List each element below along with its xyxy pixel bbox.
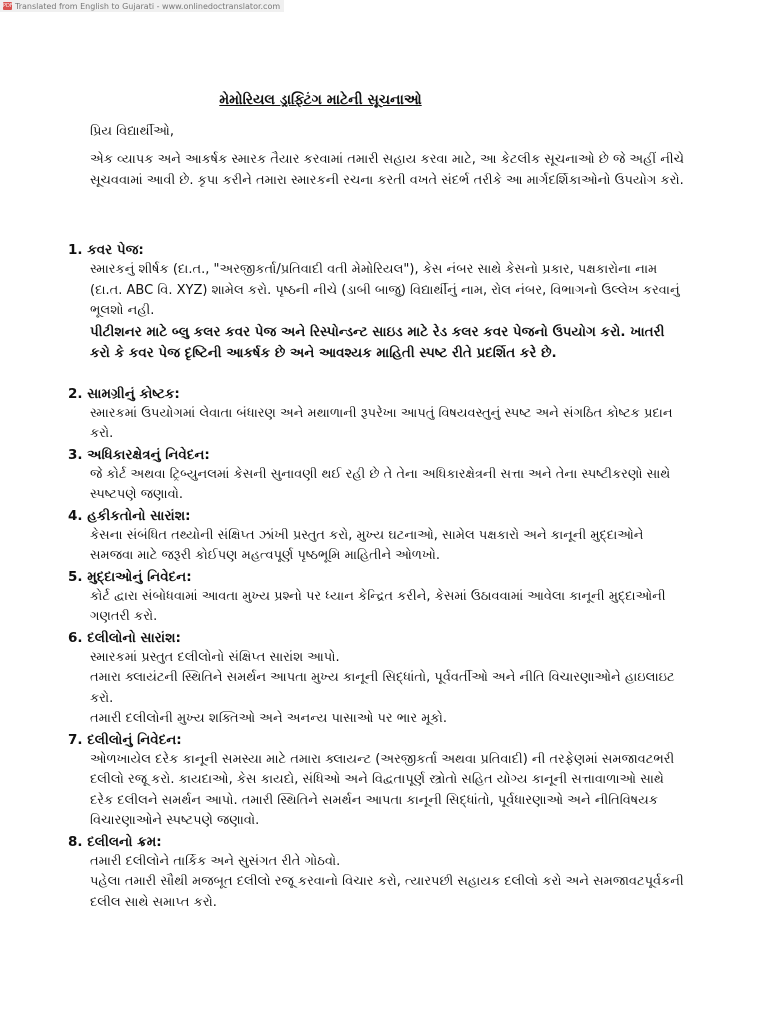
section-text: જે કોર્ટ અથવા ટ્રિબ્યુનલમાં કેસની સુનાવણી થઈ રહી છે તે તેના અધિકારક્ષેત્રની સત્તા અને તેના સ્પષ્ટીકરણો સાથે સ્પષ્ટપણે જણાવો. bbox=[90, 466, 671, 502]
section-heading: 8. દલીલનો ક્રમ: bbox=[68, 833, 162, 850]
section-text-bold: પીટીશનર માટે બ્લુ કલર કવર પેજ અને રિસ્પોન્ડન્ટ સાઇડ માટે રેડ કલર કવર પેજનો ઉપયોગ કરો. ખાતરી કરો કે કવર પેજ દૃષ્ટિની આકર્ષક છે અને આવશ્યક માહિતી સ્પષ્ટ રીતે પ્રદર્શિત કરે છે. bbox=[90, 323, 665, 361]
section-issues bbox=[68, 567, 688, 628]
document-title: મેમોરિયલ ડ્રાફ્ટિંગ માટેની સૂચનાઓ bbox=[219, 92, 422, 108]
section-text: સ્મારકમાં પ્રસ્તુત દલીલોનો સંક્ષિપ્ત સારાંશ આપો. bbox=[90, 649, 340, 665]
section-summary-of-arguments bbox=[68, 628, 688, 730]
translator-banner-text: Translated from English to Gujarati - www.onlinedoctranslator.com bbox=[15, 1, 281, 11]
section-text: સ્મારકમાં ઉપયોગમાં લેવાતા બંધારણ અને મથાળાની રૂપરેખા આપતું વિષયવસ્તુનું સ્પષ્ટ અને સંગઠિત કોષ્ટક પ્રદાન કરો. bbox=[90, 405, 673, 441]
translator-banner[interactable] bbox=[0, 0, 284, 12]
section-cover-page bbox=[68, 240, 688, 364]
section-heading: 2. સામગ્રીનું કોષ્ટક: bbox=[68, 385, 180, 402]
section-text: પહેલા તમારી સૌથી મજબૂત દલીલો રજૂ કરવાનો વિચાર કરો, ત્યારપછી સહાયક દલીલો કરો અને સમજાવટપૂર્વકની દલીલ સાથે સમાપ્ત કરો. bbox=[90, 874, 684, 910]
section-table-of-contents bbox=[68, 384, 688, 445]
pdf-translator-icon: PDF bbox=[3, 3, 13, 9]
section-text: સ્મારકનું શીર્ષક (દા.ત., "અરજીકર્તા/પ્રતિવાદી વતી મેમોરિયલ"), કેસ નંબર સાથે કેસનો પ્રકાર, પક્ષકારોના નામ (દા.ત. ABC વિ. XYZ) શામેલ કરો. પૃષ્ઠની નીચે (ડાબી બાજુ) વિદ્યાર્થીનું નામ, રોલ નંબર, વિભાગનો ઉલ્લેખ કરવાનું ભૂલશો નહી. bbox=[90, 262, 680, 318]
instructions-list bbox=[68, 240, 688, 913]
section-heading: 6. દલીલોનો સારાંશ: bbox=[68, 629, 181, 646]
section-text: તમારી દલીલોને તાર્કિક અને સુસંગત રીતે ગોઠવો. bbox=[90, 853, 341, 869]
section-heading: 1. કવર પેજ: bbox=[68, 242, 144, 258]
section-heading: 5. મુદ્દાઓનું નિવેદન: bbox=[68, 568, 192, 585]
section-text: તમારી દલીલોની મુખ્ય શક્તિઓ અને અનન્ય પાસાઓ પર ભાર મૂકો. bbox=[90, 711, 447, 726]
section-text: કેસના સંબંધિત તથ્યોની સંક્ષિપ્ત ઝાંખી પ્રસ્તુત કરો, મુખ્ય ઘટનાઓ, સામેલ પક્ષકારો અને કાનૂની મુદ્દાઓને સમજવા માટે જરૂરી કોઈપણ મહત્વપૂર્ણ પૃષ્ઠભૂમિ માહિતીને ઓળખો. bbox=[90, 527, 644, 563]
section-text: કોર્ટ દ્વારા સંબોધવામાં આવતા મુખ્ય પ્રશ્નો પર ધ્યાન કેન્દ્રિત કરીને, કેસમાં ઉઠાવવામાં આવેલા કાનૂની મુદ્દાઓની ગણતરી કરો. bbox=[90, 588, 666, 624]
section-heading: 7. દલીલોનું નિવેદન: bbox=[68, 731, 182, 748]
section-facts bbox=[68, 506, 688, 567]
section-heading: 3. અધિકારક્ષેત્રનું નિવેદન: bbox=[68, 446, 210, 463]
section-jurisdiction bbox=[68, 445, 688, 506]
salutation: પ્રિય વિદ્યાર્થીઓ, bbox=[90, 124, 174, 139]
section-arguments bbox=[68, 730, 688, 832]
section-order-of-arguments bbox=[68, 832, 688, 914]
section-heading: 4. હકીકતોનો સારાંશ: bbox=[68, 507, 191, 524]
section-text: ઓળખાયેલ દરેક કાનૂની સમસ્યા માટે તમારા ક્લાયન્ટ (અરજીકર્તા અથવા પ્રતિવાદી) ની તરફેણમાં સમજાવટભરી દલીલો રજૂ કરો. કાયદાઓ, કેસ કાયદો, સંધિઓ અને વિદ્વતાપૂર્ણ સ્ત્રોતો સહિત યોગ્ય કાનૂની સત્તાવાળાઓ સાથે દરેક દલીલને સમર્થન આપો. તમારી સ્થિતિને સમર્થન આપતા કાનૂની સિદ્ધાંતો, પૂર્વધારણાઓ અને નીતિવિષયક વિચારણાઓને સ્પષ્ટપણે જણાવો. bbox=[90, 751, 675, 828]
section-text: તમારા ક્લાયંટની સ્થિતિને સમર્થન આપતા મુખ્ય કાનૂની સિદ્ધાંતો, પૂર્વવર્તીઓ અને નીતિ વિચારણાઓને હાઇલાઇટ કરો. bbox=[90, 670, 675, 706]
intro-paragraph: એક વ્યાપક અને આકર્ષક સ્મારક તૈયાર કરવામાં તમારી સહાય કરવા માટે, આ કેટલીક સૂચનાઓ છે જે અહીં નીચે સૂચવવામાં આવી છે. કૃપા કરીને તમારા સ્મારકની રચના કરતી વખતે સંદર્ભ તરીકે આ માર્ગદર્શિકાઓનો ઉપયોગ કરો. bbox=[90, 152, 684, 188]
